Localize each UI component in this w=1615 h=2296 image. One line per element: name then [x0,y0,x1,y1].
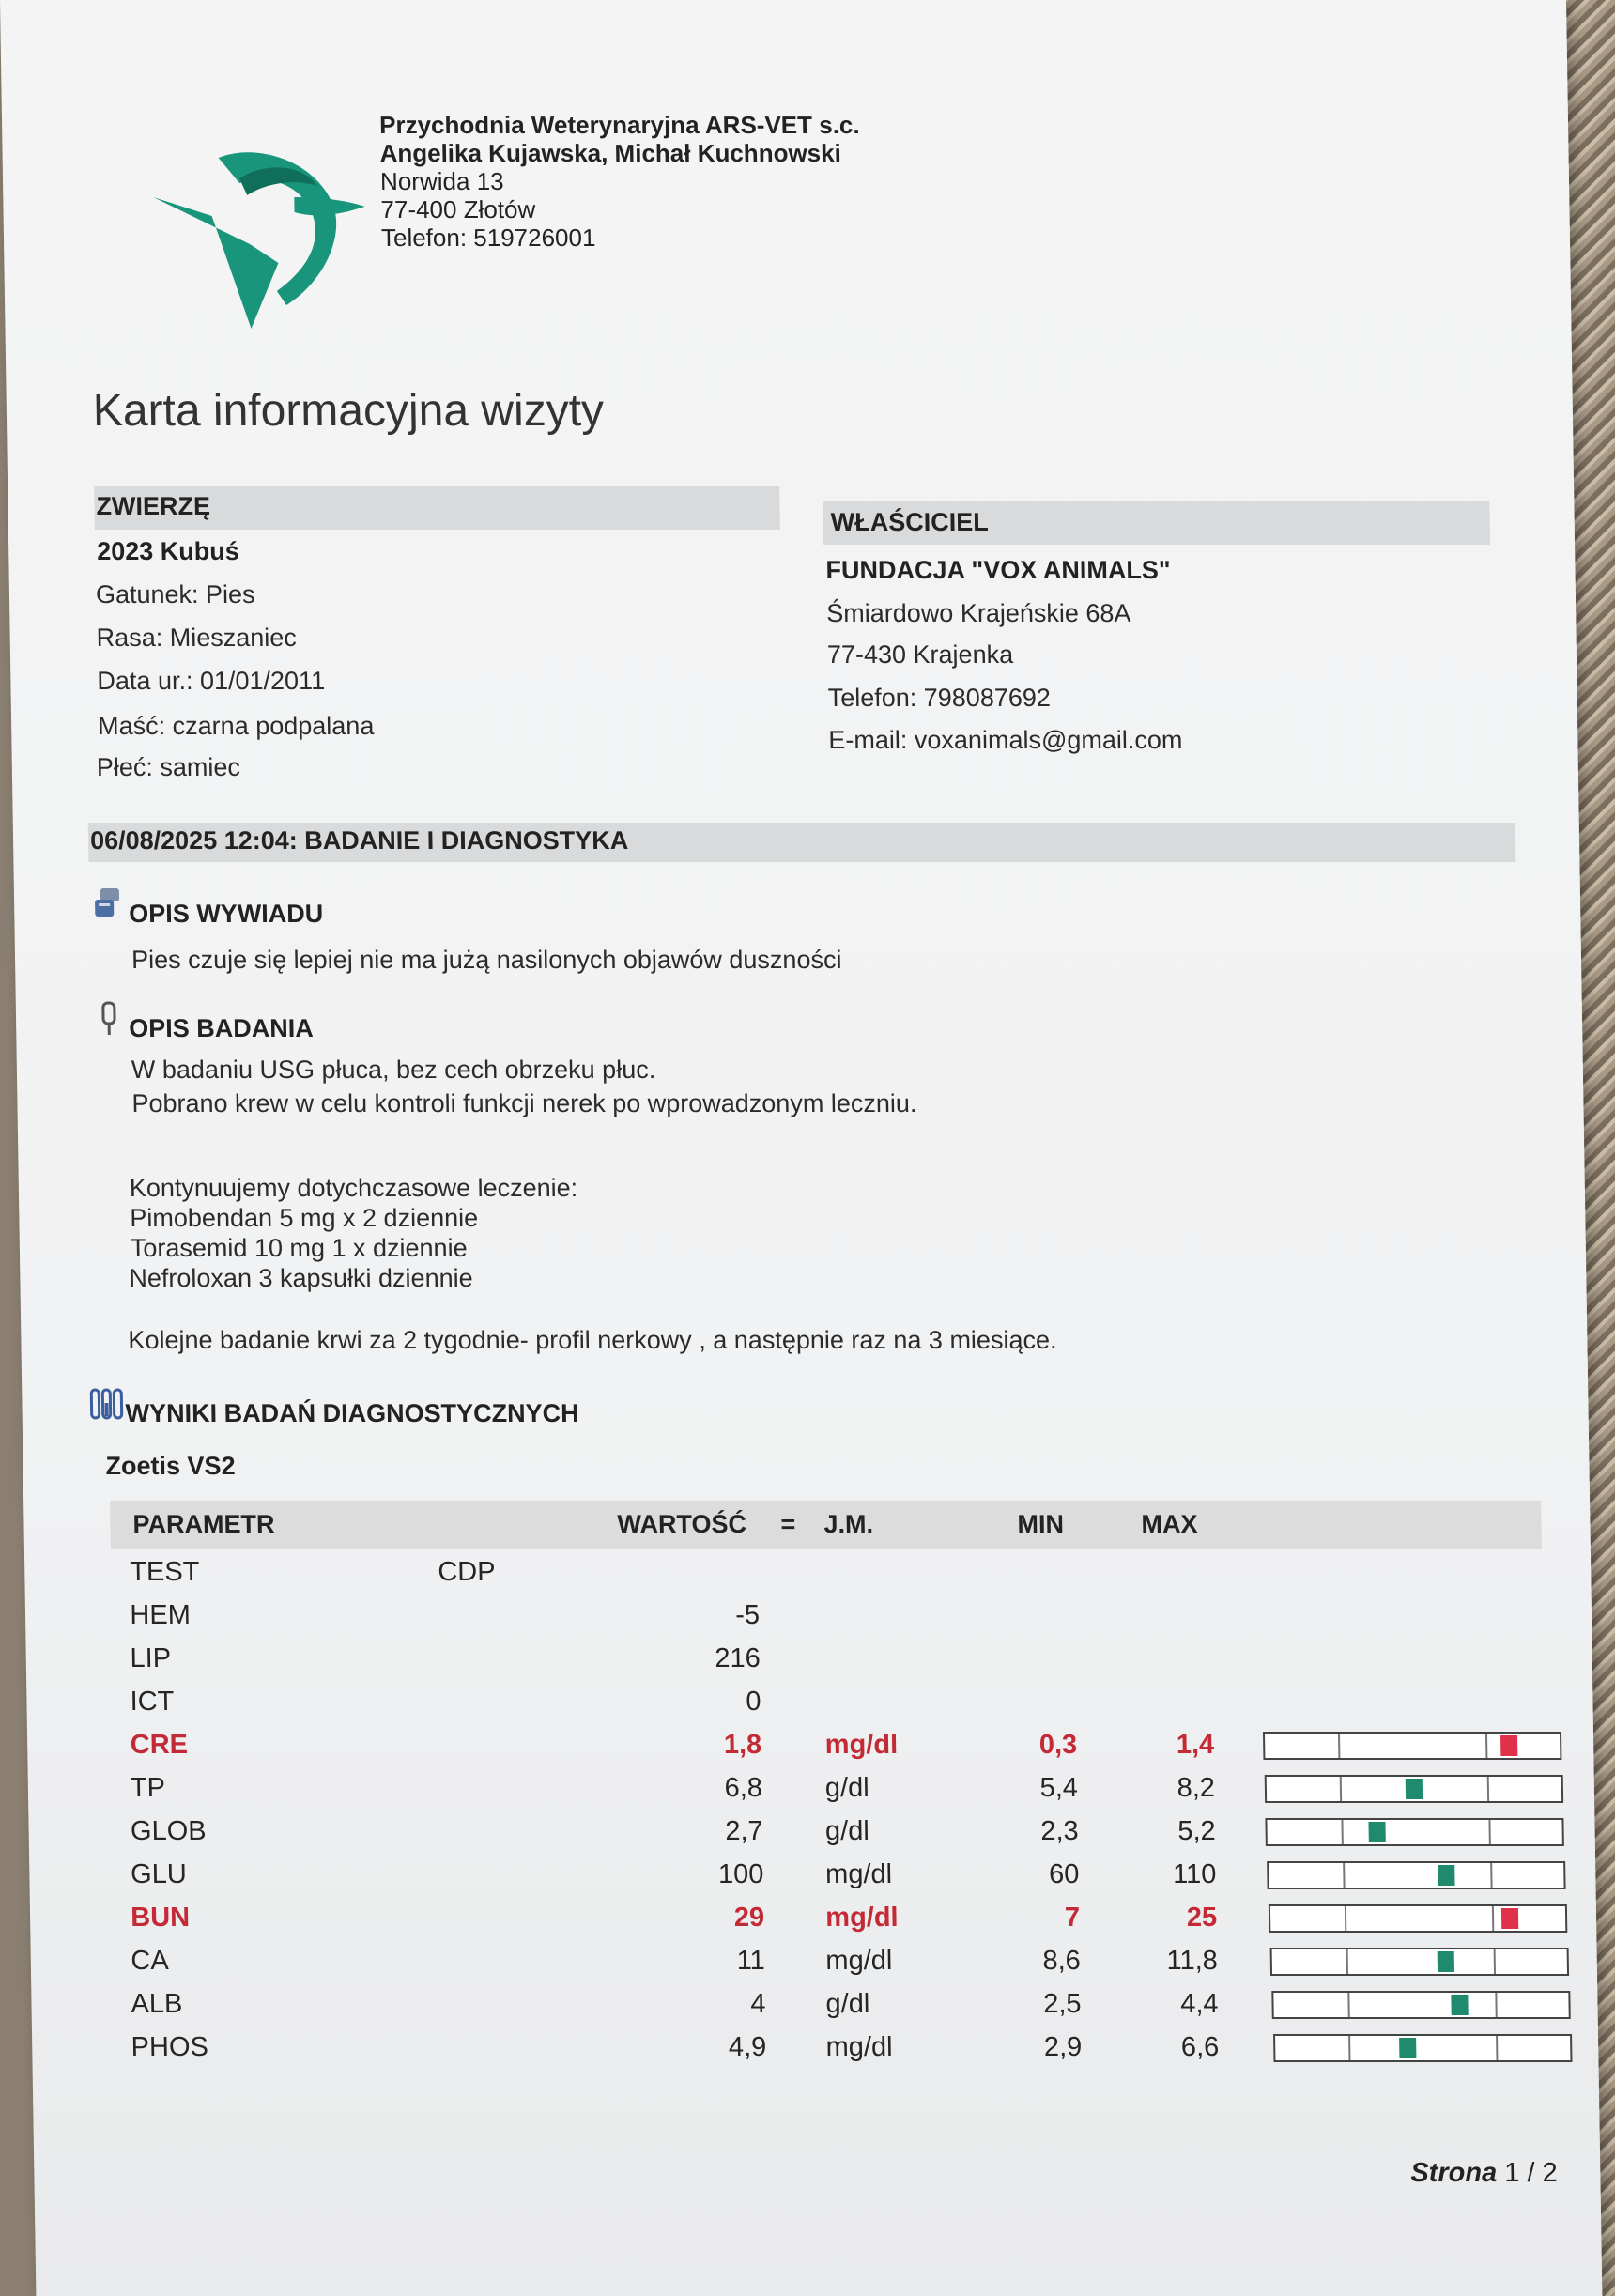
owner-phone: Telefon: 798087692 [827,684,1052,712]
range-bar [1264,1775,1562,1803]
clinic-street: Norwida 13 [379,167,504,195]
range-bar [1273,2034,1572,2062]
cell-min: 60 [1048,1859,1080,1889]
cell-param: TEST [130,1557,200,1587]
visit-header: 06/08/2025 12:04: BADANIE I DIAGNOSTYKA [89,826,629,855]
range-divider [1341,1820,1343,1844]
clinic-city: 77-400 Złotów [380,195,536,223]
animal-name: 2023 Kubuś [96,537,240,565]
results-device: Zoetis VS2 [105,1452,236,1480]
normal-marker [1438,1951,1454,1972]
range-divider [1496,2036,1498,2060]
cell-unit: mg/dl [825,2032,893,2062]
animal-color: Maść: czarna podpalana [97,712,375,740]
animal-breed: Rasa: Mieszaniec [96,624,297,652]
range-divider [1485,1734,1487,1758]
exam-line: Kolejne badanie krwi za 2 tygodnie- profil nerkowy , a następnie raz na 3 miesiące. [128,1326,1057,1354]
animal-dob: Data ur.: 01/01/2011 [97,667,326,695]
cell-unit: mg/dl [824,1730,899,1760]
range-divider [1492,1906,1494,1931]
table-row [24,1551,1546,1593]
cell-unit: g/dl [825,1989,870,2019]
cell-min: 2,3 [1040,1816,1079,1846]
table-row [25,1638,1547,1679]
exam-line: Pobrano krew w celu kontroli funkcji nerek po wprowadzonym leczniu. [131,1089,917,1117]
cell-value: 29 [733,1903,765,1933]
normal-marker [1368,1822,1385,1842]
clinic-info [379,111,862,252]
cell-param: CA [131,1946,169,1976]
cell-value: -5 [734,1600,761,1630]
cell-param: ICT [130,1687,175,1717]
cell-param: ALB [131,1989,183,2019]
cell-value: 6,8 [724,1773,763,1803]
abnormal-marker [1500,1908,1517,1929]
range-divider [1338,1734,1340,1758]
cell-value: 2,7 [725,1816,763,1846]
cell-value: 216 [715,1643,761,1673]
test-tubes-icon [87,1388,124,1422]
range-divider [1490,1863,1492,1888]
cell-param: GLU [130,1859,188,1889]
cell-param: LIP [130,1643,172,1673]
col-max: MAX [1141,1510,1198,1538]
owner-name: FUNDACJA "VOX ANIMALS" [825,556,1171,584]
normal-marker [1405,1779,1422,1799]
cell-unit: mg/dl [825,1903,899,1933]
cell-unit: mg/dl [824,1859,893,1889]
cell-max: 4,4 [1179,1989,1219,2019]
cell-value: 4 [750,1989,766,2019]
table-row [28,1767,1550,1809]
range-divider [1493,1949,1495,1974]
clinic-phone: Telefon: 519726001 [380,223,596,252]
interview-icon [91,886,124,920]
range-bar [1267,1861,1565,1889]
results-heading: WYNIKI BADAŃ DIAGNOSTYCZNYCH [125,1399,579,1427]
range-divider [1345,1906,1346,1931]
owner-city: 77-430 Krajenka [826,640,1014,669]
range-divider [1487,1777,1489,1801]
cell-text: CDP [438,1557,496,1587]
table-row [30,1897,1552,1938]
col-unit: J.M. [823,1510,874,1538]
owner-heading: WŁAŚCICIEL [830,508,989,536]
exam-line: Nefroloxan 3 kapsułki dziennie [129,1264,473,1292]
footer-total: / 2 [1527,2158,1558,2188]
cell-param: HEM [130,1600,192,1630]
cell-max: 5,2 [1177,1816,1216,1846]
cell-unit: mg/dl [825,1946,893,1976]
cell-max: 6,6 [1180,2032,1220,2062]
range-bar [1269,1904,1567,1933]
cell-max: 11,8 [1166,1946,1219,1976]
cell-value: 4,9 [728,2032,767,2062]
range-divider [1343,1863,1345,1888]
cell-value: 11 [736,1946,766,1976]
col-min: MIN [1017,1510,1065,1538]
animal-species: Gatunek: Pies [95,580,255,609]
cell-min: 2,9 [1043,2032,1083,2062]
col-param: PARAMETR [132,1510,275,1538]
cell-value: 1,8 [723,1730,762,1760]
range-divider [1346,1949,1347,1974]
table-row [26,1681,1548,1722]
table-row [29,1854,1551,1895]
cell-min: 2,5 [1042,1989,1082,2019]
clinic-name: Przychodnia Weterynaryjna ARS-VET s.c. [378,111,860,139]
table-row [28,1811,1550,1852]
cell-param: CRE [130,1730,189,1760]
footer-label: Strona [1410,2158,1498,2188]
history-text: Pies czuje się lepiej nie ma jużą nasilonych objawów duszności [131,946,842,974]
owner-street: Śmiardowo Krajeńskie 68A [826,599,1131,627]
normal-marker [1399,2038,1416,2058]
range-divider [1495,1993,1497,2017]
cell-param: GLOB [130,1816,207,1846]
animal-sex: Płeć: samiec [96,753,241,781]
cell-min: 8,6 [1042,1946,1082,1976]
range-bar [1263,1732,1561,1760]
cell-param: BUN [131,1903,191,1933]
col-value: WARTOŚĆ [617,1510,747,1538]
range-divider [1340,1777,1342,1801]
clinic-doctors: Angelika Kujawska, Michał Kuchnowski [379,139,842,167]
cell-max: 1,4 [1176,1730,1215,1760]
range-divider [1347,1993,1349,2017]
cell-min: 0,3 [1038,1730,1078,1760]
table-row [30,1940,1552,1981]
col-flag: = [780,1510,796,1538]
cell-max: 110 [1172,1859,1217,1889]
range-bar [1270,1948,1569,1976]
cell-value: 0 [746,1687,761,1717]
exam-line: Pimobendan 5 mg x 2 dziennie [130,1204,479,1232]
history-heading: OPIS WYWIADU [129,900,324,928]
range-bar [1271,1991,1570,2019]
page-footer [1410,2158,1558,2189]
range-divider [1488,1820,1490,1844]
footer-page: 1 [1504,2158,1520,2188]
range-divider [1348,2036,1350,2060]
range-bar [1266,1818,1564,1846]
animal-heading: ZWIERZĘ [96,492,211,520]
exam-line: W badaniu USG płuca, bez cech obrzeku płuc. [131,1056,656,1084]
owner-email: E-mail: voxanimals@gmail.com [828,726,1183,754]
table-row [32,2026,1554,2068]
cell-value: 100 [717,1859,764,1889]
exam-heading: OPIS BADANIA [128,1014,314,1042]
clinic-logo-icon [153,150,367,333]
cell-unit: g/dl [824,1816,870,1846]
cell-param: TP [130,1773,166,1803]
normal-marker [1438,1865,1454,1886]
cell-param: PHOS [131,2032,209,2062]
table-row [25,1595,1547,1636]
table-row [27,1724,1549,1765]
page-title: Karta informacyjna wizyty [92,386,605,436]
exam-line: Torasemid 10 mg 1 x dziennie [130,1234,468,1262]
cell-min: 7 [1064,1903,1081,1933]
cell-max: 8,2 [1177,1773,1216,1803]
normal-marker [1451,1995,1468,2015]
exam-line: Kontynuujemy dotychczasowe leczenie: [129,1174,578,1202]
table-row [31,1983,1553,2025]
exam-icon [99,1001,120,1037]
cell-unit: g/dl [824,1773,869,1803]
abnormal-marker [1500,1735,1517,1756]
cell-max: 25 [1186,1903,1218,1933]
cell-min: 5,4 [1039,1773,1079,1803]
